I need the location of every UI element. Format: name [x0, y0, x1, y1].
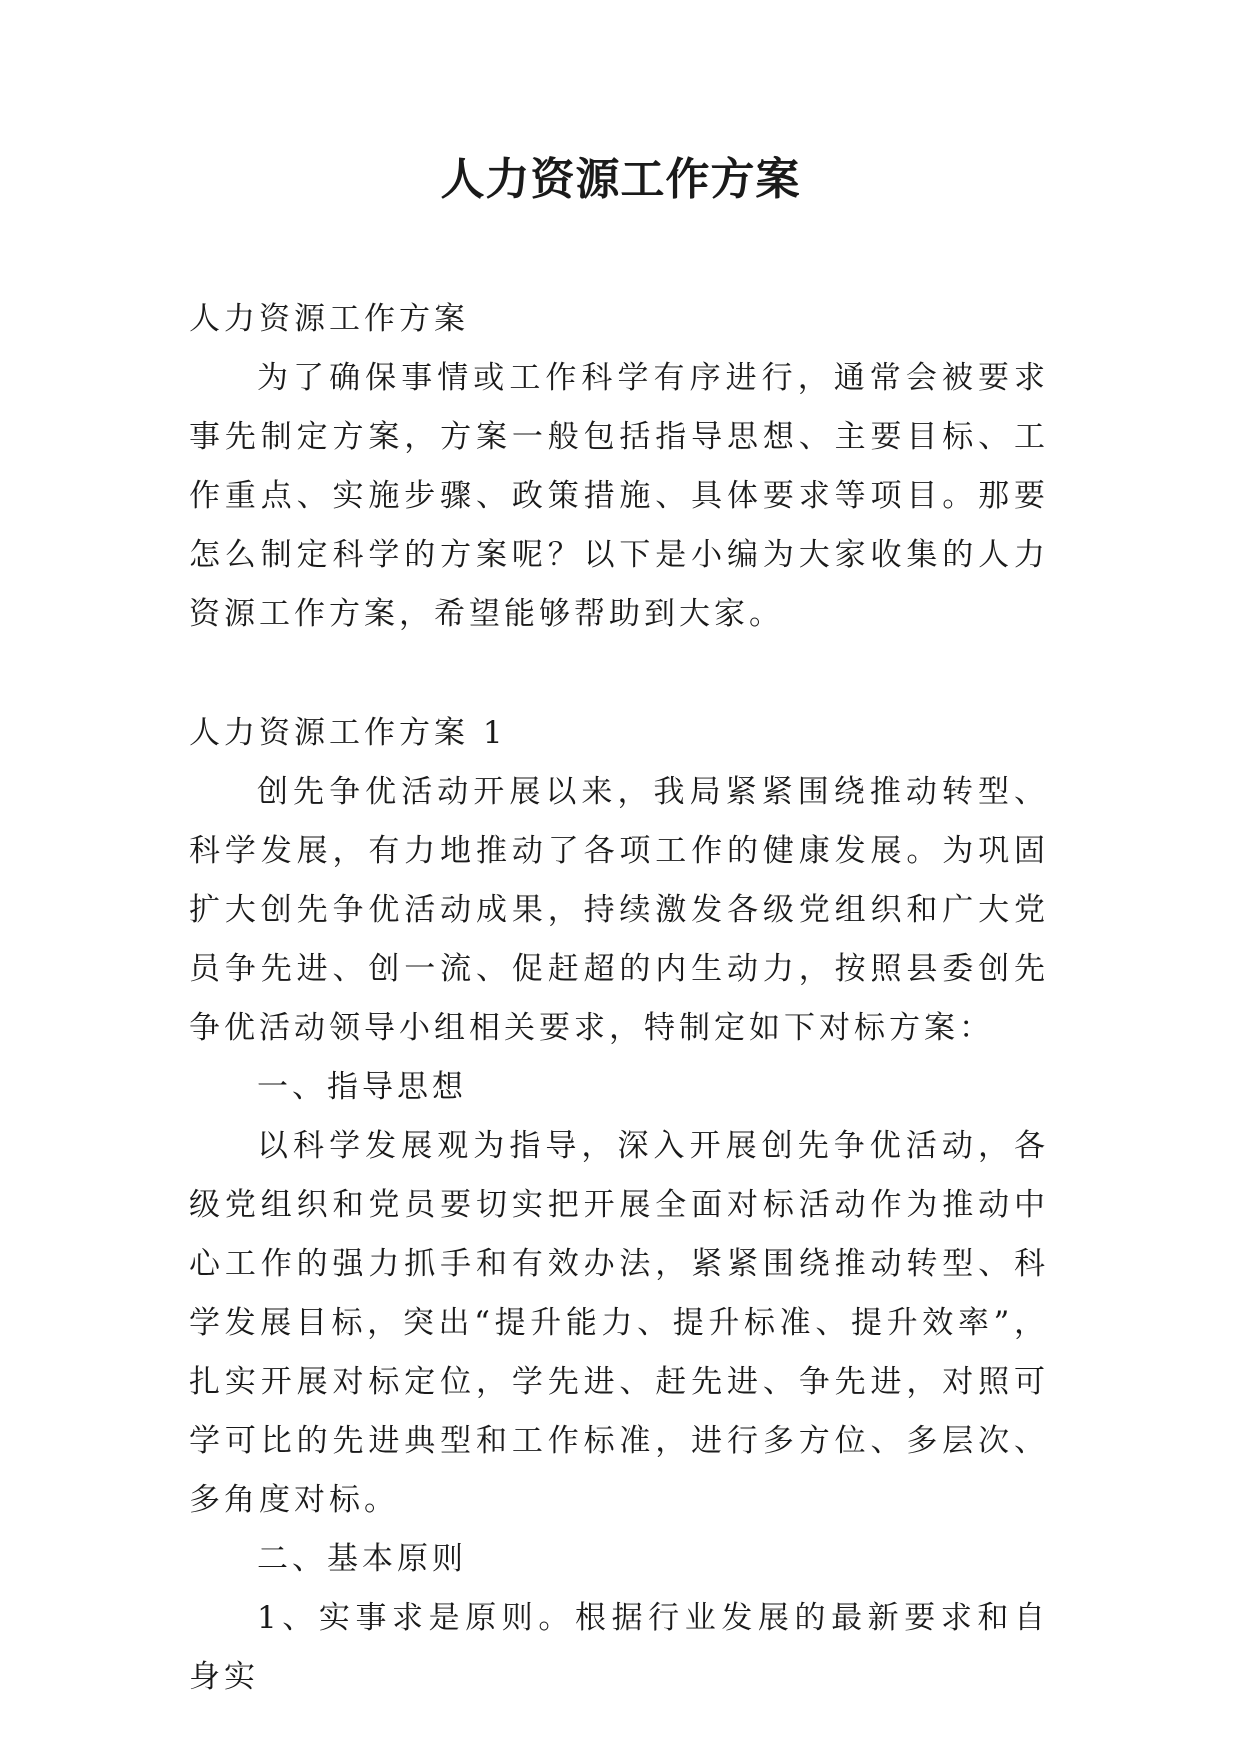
section1-heading: 人力资源工作方案 1 [189, 715, 507, 751]
principle-1: 1、实事求是原则。根据行业发展的最新要求和自身实 [189, 1600, 1049, 1695]
section-spacer [189, 644, 1049, 704]
section1-paragraph: 创先争优活动开展以来，我局紧紧围绕推动转型、科学发展，有力地推动了各项工作的健康发展。为巩固扩大创先争优活动成果，持续激发各级党组织和广大党员争先进、创一流、促赶超的内生动力，按照县委创先争优活动领导小组相关要求，特制定如下对标方案： [189, 774, 1049, 1046]
principles-heading: 二、基本原则 [257, 1541, 467, 1577]
document-body [189, 290, 1049, 1707]
intro-heading: 人力资源工作方案 [189, 301, 469, 337]
guiding-heading: 一、指导思想 [257, 1069, 467, 1105]
guiding-paragraph: 以科学发展观为指导，深入开展创先争优活动，各级党组织和党员要切实把开展全面对标活动作为推动中心工作的强力抓手和有效办法，紧紧围绕推动转型、科学发展目标，突出“提升能力、提升标准、提升效率”，扎实开展对标定位，学先进、赶先进、争先进，对照可学可比的先进典型和工作标准，进行多方位、多层次、多角度对标。 [189, 1128, 1049, 1518]
document-title: 人力资源工作方案 [440, 154, 801, 205]
intro-paragraph: 为了确保事情或工作科学有序进行，通常会被要求事先制定方案，方案一般包括指导思想、主要目标、工作重点、实施步骤、政策措施、具体要求等项目。那要怎么制定科学的方案呢？以下是小编为大家收集的人力资源工作方案，希望能够帮助到大家。 [189, 360, 1049, 632]
